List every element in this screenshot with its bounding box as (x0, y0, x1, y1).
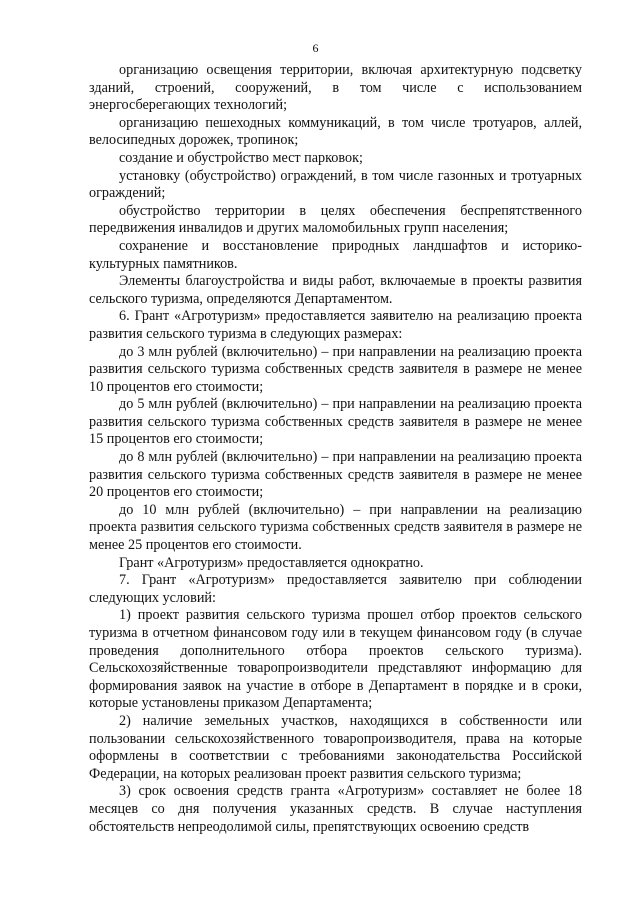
paragraph: до 3 млн рублей (включительно) – при направлении на реализацию проекта развития сельского туризма собственных средств заявителя в размере не менее 10 процентов его стоимости; (89, 343, 582, 395)
paragraph: установку (обустройство) ограждений, в том числе газонных и тротуарных ограждений; (89, 167, 582, 202)
paragraph: 6. Грант «Агротуризм» предоставляется заявителю на реализацию проекта развития сельского туризма в следующих размерах: (89, 308, 582, 342)
paragraph: 2) наличие земельных участков, находящихся в собственности или пользовании сельскохозяйственного товаропроизводителя, права на которые оформлены в соответствии с требованиями законодательства Российской Федерации, на которых реализован проект развития сельского туризма; (89, 712, 582, 782)
document-body (89, 62, 582, 836)
paragraph: организацию освещения территории, включая архитектурную подсветку зданий, строений, сооружений, в том числе с использованием энергосберегающих технологий; (89, 62, 582, 114)
paragraph: 7. Грант «Агротуризм» предоставляется заявителю при соблюдении следующих условий: (89, 572, 582, 606)
paragraph: организацию пешеходных коммуникаций, в том числе тротуаров, аллей, велосипедных дорожек, тропинок; (89, 114, 582, 149)
paragraph: обустройство территории в целях обеспечения беспрепятственного передвижения инвалидов и других маломобильных групп населения; (89, 202, 582, 237)
paragraph: Элементы благоустройства и виды работ, включаемые в проекты развития сельского туризма, определяются Департаментом. (89, 273, 582, 307)
paragraph: сохранение и восстановление природных ландшафтов и историко-культурных памятников. (89, 237, 582, 272)
paragraph: 3) срок освоения средств гранта «Агротуризм» составляет не более 18 месяцев со дня получения указанных средств. В случае наступления обстоятельств непреодолимой силы, препятствующих освоению средств (89, 783, 582, 835)
paragraph: до 8 млн рублей (включительно) – при направлении на реализацию проекта развития сельского туризма собственных средств заявителя в размере не менее 20 процентов его стоимости; (89, 449, 582, 501)
paragraph: Грант «Агротуризм» предоставляется однократно. (119, 554, 424, 571)
paragraph: 1) проект развития сельского туризма прошел отбор проектов сельского туризма в отчетном финансовом году или в текущем финансовом году (в случае проведения дополнительного отбора проектов сельского туризма). Сельскохозяйственные товаропроизводители представляют информацию для формирования заявок на участие в отборе в Департамент в порядке и в сроки, которые установлены приказом Департамента; (89, 607, 582, 712)
page-number: 6 (312, 41, 319, 55)
paragraph: до 10 млн рублей (включительно) – при направлении на реализацию проекта развития сельского туризма собственных средств заявителя в размере не менее 25 процентов его стоимости. (89, 501, 582, 554)
paragraph: до 5 млн рублей (включительно) – при направлении на реализацию проекта развития сельского туризма собственных средств заявителя в размере не менее 15 процентов его стоимости; (89, 396, 582, 448)
paragraph: создание и обустройство мест парковок; (119, 149, 363, 166)
